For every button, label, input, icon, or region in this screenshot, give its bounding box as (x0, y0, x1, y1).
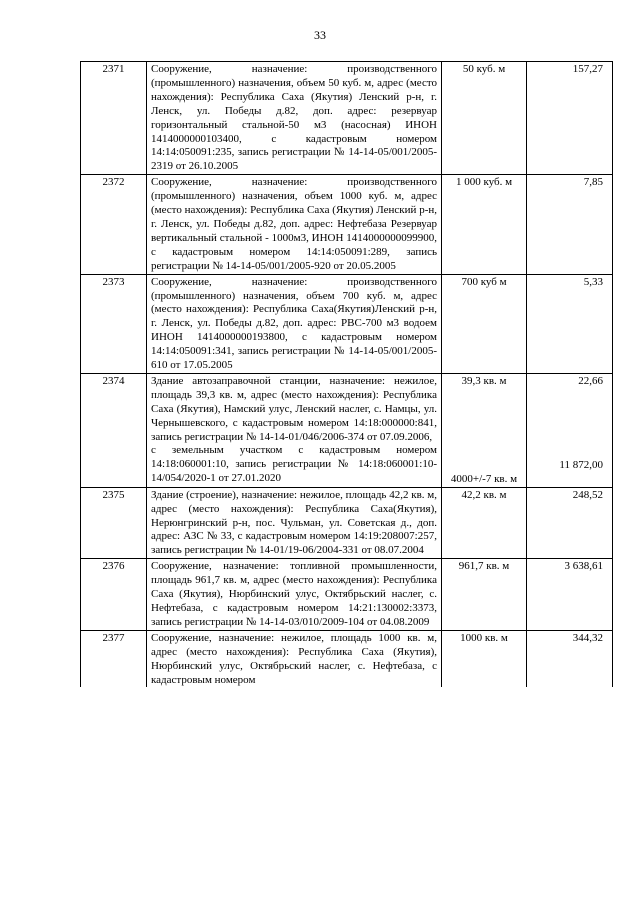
property-description: Сооружение, назначение: топливной промышленности, площадь 961,7 кв. м, адрес (место нахождения): Республика Саха (Якутия), Нюрбинский улус, Октябрьский наслег, с. Нефтебаза, с кадастровым номером 14:21:130002:3373, запись регистрации № 14-14-03/010/2009-104 от 04.08.2009 (147, 559, 442, 631)
property-value (527, 373, 613, 487)
property-area-land: 4000+/-7 кв. м (450, 472, 518, 485)
property-description-land: с земельным участком с кадастровым номером 14:18:060001:10, запись регистрации № 14:18:060001:10-14/054/2020-1 от 27.01.2020 (151, 444, 437, 485)
property-description: Сооружение, назначение: производственного (промышленного) назначения, объем 700 куб. м, адрес (место нахождения): Республика Саха(Якутия)Ленский р-н, г. Ленск, ул. Победы д.82, доп. адрес: РВС-700 м3 водоем ИНОН 1414000000193800, с кадастровым номером 14:14:050091:341, запись регистрации № 14-14-05/001/2005-610 от 17.05.2005 (147, 274, 442, 373)
row-number: 2376 (81, 559, 147, 631)
property-area: 1 000 куб. м (442, 175, 527, 274)
property-description: Сооружение, назначение: производственного (промышленного) назначения, объем 50 куб. м, адрес (место нахождения): Республика Саха (Якутия) Ленский р-н, г. Ленск, ул. Победы д.82, доп. адрес: резервуар горизонтальный стальной-50 м3 (насосная) ИНОН 1414000000103400, с кадастровым номером 14:14:050091:235, запись регистрации № 14-14-05/001/2005-2319 от 26.10.2005 (147, 62, 442, 175)
property-area: 961,7 кв. м (442, 559, 527, 631)
property-area-building: 39,3 кв. м (461, 374, 507, 387)
property-value: 5,33 (527, 274, 613, 373)
property-value: 3 638,61 (527, 559, 613, 631)
row-number: 2374 (81, 373, 147, 487)
property-description: Сооружение, назначение: нежилое, площадь 1000 кв. м, адрес (место нахождения): Республика Саха (Якутия), Нюрбинский улус, Октябрьский наслег, с. Нефтебаза, с кадастровым номером (147, 630, 442, 687)
page-number: 33 (314, 28, 326, 42)
property-area: 700 куб м (442, 274, 527, 373)
table-row (81, 62, 613, 175)
property-value-building: 22,66 (578, 374, 603, 387)
property-area (442, 373, 527, 487)
property-value: 7,85 (527, 175, 613, 274)
row-number: 2375 (81, 487, 147, 559)
property-description (147, 373, 442, 487)
row-number: 2372 (81, 175, 147, 274)
property-value: 157,27 (527, 62, 613, 175)
property-area: 50 куб. м (442, 62, 527, 175)
row-number: 2377 (81, 630, 147, 687)
table-row (81, 175, 613, 274)
property-value: 344,32 (527, 630, 613, 687)
table-row (81, 630, 613, 687)
row-number: 2373 (81, 274, 147, 373)
property-value: 248,52 (527, 487, 613, 559)
row-number: 2371 (81, 62, 147, 175)
property-area: 1000 кв. м (442, 630, 527, 687)
property-description-building: Здание автозаправочной станции, назначение: нежилое, площадь 39,3 кв. м, адрес (место нахождения): Республика Саха (Якутия), Намский улус, Ленский наслег, с. Намцы, ул. Чернышевского, с кадастровым номером 14:18:000000:841, запись регистрации № 14-14-01/046/2006-374 от 07.09.2006, (151, 374, 437, 443)
table-row (81, 373, 613, 487)
property-description: Здание (строение), назначение: нежилое, площадь 42,2 кв. м, адрес (место нахождения): Республика Саха(Якутия), Нерюнгринский р-н, пос. Чульман, ул. Советская д., доп. адрес: АЗС № 33, с кадастровым номером 14:19:208007:257, запись регистрации № 14-01/19-06/2004-331 от 08.07.2004 (147, 487, 442, 559)
property-value-land: 11 872,00 (559, 458, 603, 471)
table-row (81, 487, 613, 559)
property-description: Сооружение, назначение: производственного (промышленного) назначения, объем 1000 куб. м, адрес (место нахождения): Республика Саха (Якутия) Ленский р-н, г. Ленск, ул. Победы д.82, доп. адрес: Нефтебаза Резервуар вертикальный стальной - 1000м3, ИНОН 1414000000099900, с кадастровым номером 14:14:050091:289, запись регистрации № 14-14-05/001/2005-920 от 20.05.2005 (147, 175, 442, 274)
property-area: 42,2 кв. м (442, 487, 527, 559)
table-row (81, 559, 613, 631)
table-row (81, 274, 613, 373)
property-registry-table (80, 61, 613, 687)
